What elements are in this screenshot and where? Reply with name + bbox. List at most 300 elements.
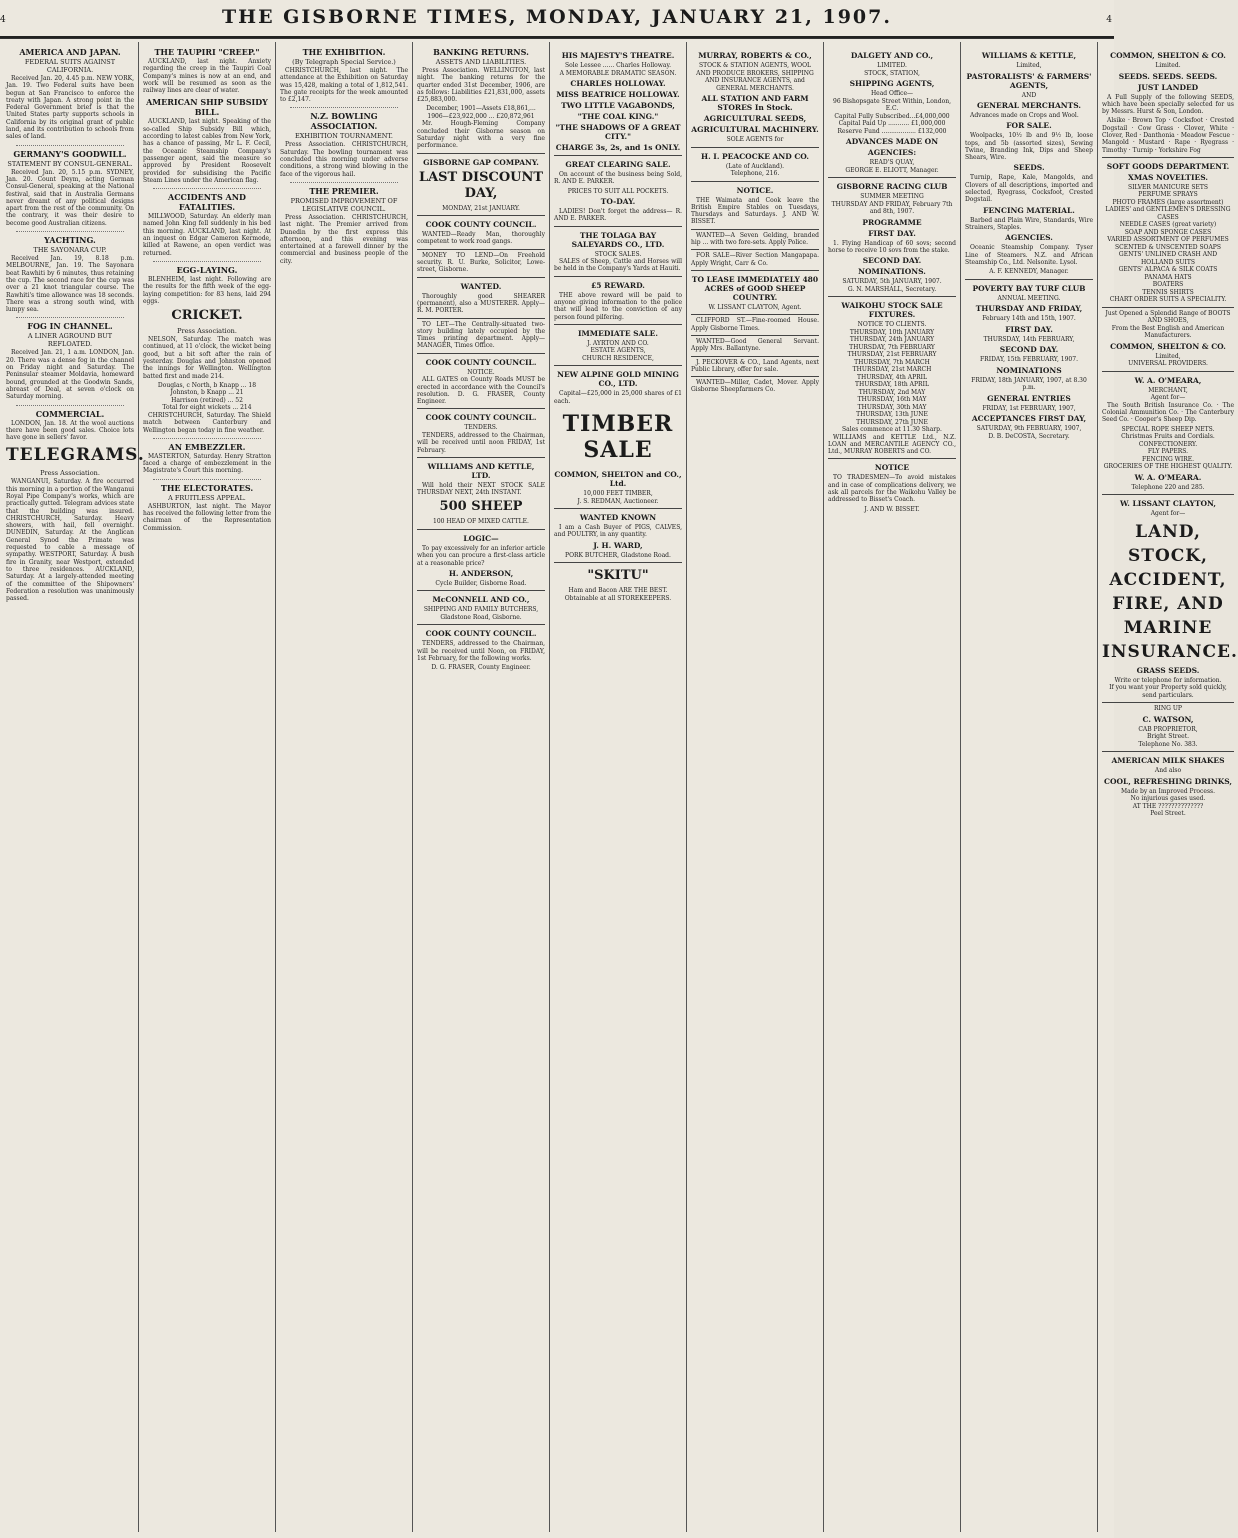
- masthead: [0, 0, 1114, 38]
- ad-subheading: SEEDS. SEEDS. SEEDS.: [1118, 71, 1218, 81]
- ad-subheading: NOMINATIONS: [996, 365, 1062, 375]
- score-line: Harrison (retired) ... 52: [171, 396, 243, 404]
- ad-subheading: ACCEPTANCES FIRST DAY,: [971, 414, 1087, 424]
- ad-text: PRICES TO SUIT ALL POCKETS.: [567, 187, 669, 195]
- ad-text: THE above reward will be paid to anyone giving information to the police that will lead to the conviction of any person found pilfering.: [554, 291, 682, 321]
- ad-text: And also: [1154, 767, 1182, 775]
- ad-text: THE Waimata and Cook leave the British Empire Stables on Tuesdays, Thursdays and Saturdays. J. AND W. BISSET.: [691, 196, 819, 226]
- headline: GERMANY'S GOODWILL.: [13, 148, 127, 159]
- ad-text: Limited.: [1155, 62, 1181, 69]
- ad-text: SUMMER MEETING: [860, 193, 924, 200]
- ad-text: WANTED—A Seven Gelding, branded hip ... with two fore-sets. Apply Police.: [691, 231, 819, 246]
- ad-text: TO LET—The Centrally-situated two-story building lately occupied by the Times printing department. Apply— MANAGER, Times Office.: [417, 320, 545, 350]
- ad-text: CLIFFORD ST.—Fine-roomed House. Apply Gisborne Times.: [691, 317, 819, 332]
- ad-text: Capital—£25,000 in 25,000 shares of £1 each.: [554, 390, 682, 405]
- ad-text: PORK BUTCHER, Gladstone Road.: [565, 551, 671, 559]
- ad-text: TO TRADESMEN—To avoid mistakes and in case of complications delivery, we ask all parcels for the Waikohu Valley be addressed to Bisset's Coach.: [828, 474, 956, 504]
- divider: [153, 187, 261, 189]
- ad-text: J. AYRTON AND CO.: [587, 339, 649, 347]
- ad-text: LIMITED.: [877, 62, 907, 69]
- ad-text: Limited,: [1016, 62, 1042, 69]
- ad-heading: COOK COUNTY COUNCIL.: [425, 220, 537, 230]
- ad-text: Ham and Bacon ARE THE BEST.: [568, 587, 668, 595]
- ad-heading: COOK COUNTY COUNCIL.: [425, 357, 537, 367]
- ad-name: W. A. O'MEARA.: [1134, 472, 1202, 482]
- ad-text: J. S. REDMAN, Auctioneer.: [577, 497, 659, 505]
- ad-heading: THE TOLAGA BAY SALEYARDS CO., LTD.: [571, 230, 665, 249]
- ad-item: CHART ORDER SUITS A SPECIALITY.: [1109, 296, 1227, 304]
- ad-display: INSURANCE.: [1102, 641, 1238, 662]
- ad-subheading: THURSDAY AND FRIDAY,: [975, 304, 1083, 314]
- score-line: Douglas, c North, b Knapp ... 18: [157, 381, 257, 389]
- sale-date: THURSDAY, 24th JANUARY: [849, 336, 935, 344]
- ad-text: WANTED—Good General Servant. Apply Mrs. Ballantyne.: [691, 337, 819, 353]
- ad-text: THURSDAY AND FRIDAY, February 7th and 8th, 1907.: [831, 200, 953, 215]
- article-text: AUCKLAND, last night. Anxiety regarding the creep in the Taupiri Coal Company's mines is now at an end, and work will be resumed as soon as the railway lines are clear of water.: [143, 58, 271, 95]
- column-3: [276, 42, 413, 1532]
- ad-text: Head Office—: [870, 90, 914, 97]
- advertisement: [965, 279, 1093, 441]
- advertisement: [417, 277, 545, 315]
- subheadline: A FRUITLESS APPEAL.: [168, 493, 246, 502]
- advertisement: [417, 590, 545, 621]
- score-line: Johnston, b Knapp ... 21: [170, 389, 244, 397]
- return-line: 1906—£23,922,000 ... £20,872,961: [427, 112, 535, 120]
- ad-subheading: SHIPPING AND FAMILY BUTCHERS,: [423, 606, 539, 614]
- headline: THE TAUPIRI "CREEP.": [154, 47, 260, 57]
- ad-text: From the Best English and American Manufacturers.: [1111, 324, 1225, 340]
- ad-heading: NEW ALPINE GOLD MINING CO., LTD.: [557, 370, 679, 389]
- sale-date: THURSDAY, 30th MAY: [857, 403, 927, 411]
- advertisement: [417, 529, 545, 587]
- ad-text: AND: [1021, 91, 1037, 99]
- ad-text: Limited,: [1155, 352, 1181, 360]
- ad-text: D. G. FRASER, County Engineer.: [431, 664, 531, 672]
- ad-text: SALES of Sheep, Cattle and Horses will be held in the Company's Yards at Hauiti.: [554, 258, 682, 273]
- ad-text: D. B. DeCOSTA, Secretary.: [988, 432, 1070, 440]
- ad-name: "THE COAL KING.": [577, 112, 659, 121]
- ad-display: ACCIDENT,: [1109, 569, 1227, 590]
- ad-subheading: NOTICE TO CLIENTS.: [857, 321, 927, 329]
- advertisement: [417, 153, 545, 213]
- ad-text: CAB PROPRIETOR,: [1138, 725, 1198, 733]
- subheadline: PROMISED IMPROVEMENT OF LEGISLATIVE COUNCIL.: [290, 196, 398, 213]
- ad-subheading: GRASS SEEDS.: [1136, 665, 1200, 675]
- ad-text: FRIDAY, 15th FEBRUARY, 1907.: [980, 356, 1078, 364]
- advertisement: [691, 376, 819, 394]
- ad-heading: DALGETY AND CO.,: [850, 51, 934, 60]
- article-text: Press Association. WELLINGTON, last night. The banking returns for the quarter ended 31st December, 1906, are as follows: Liabilities £21,831,000, assets £25,883,000.: [417, 67, 545, 104]
- ad-text: STOCK & STATION AGENTS, WOOL AND PRODUCE BROKERS, SHIPPING AND INSURANCE AGENTS, and GENERAL MERCHANTS.: [696, 62, 814, 92]
- ad-text: February 14th and 15th, 1907.: [982, 315, 1076, 323]
- ad-text: Telephone 220 and 285.: [1131, 483, 1205, 491]
- ad-subheading: NOMINATIONS.: [858, 267, 926, 277]
- ad-item: PHOTO FRAMES (large assortment): [1112, 198, 1224, 206]
- advertisement: [965, 47, 1093, 276]
- subheadline: (By Telegraph Special Service.): [292, 58, 396, 66]
- ad-heading: HIS MAJESTY'S THEATRE.: [561, 51, 675, 60]
- ad-heading: NOTICE.: [736, 185, 774, 195]
- ad-text: The South British Insurance Co. · The Colonial Ammunition Co. · The Canterbury Seed Co. · Cooper's Sheep Dip.: [1102, 401, 1234, 424]
- ad-text: CONFECTIONERY.: [1138, 440, 1198, 448]
- advertisement: [1102, 494, 1238, 699]
- ad-text: No injurious gases used.: [1130, 795, 1206, 803]
- ad-text: MONEY TO LEND—On Freehold security. R. U. Burke, Solicitor, Lowe-street, Gisborne.: [417, 251, 545, 274]
- subheadline: FEDERAL SUITS AGAINST CALIFORNIA.: [24, 58, 116, 74]
- ad-heading: COOK COUNTY COUNCIL.: [425, 629, 537, 639]
- advertisement: [691, 181, 819, 226]
- ad-text: Cycle Builder, Gisborne Road.: [435, 579, 527, 587]
- return-line: December, 1901—Assets £18,861,...: [426, 105, 536, 113]
- advertisement: [554, 155, 682, 223]
- ad-text: 1. Flying Handicap of 60 sovs; second horse to receive 10 sovs from the stake.: [828, 239, 956, 254]
- headline: BANKING RETURNS.: [433, 47, 529, 57]
- article-text: ASHBURTON, last night. The Mayor has received the following letter from the chairman of the Representation Commission.: [143, 502, 271, 532]
- ad-subheading: PASTORALISTS' & FARMERS' AGENTS,: [966, 71, 1092, 90]
- divider: [153, 478, 261, 480]
- advertisement: [1102, 47, 1234, 154]
- ad-item: VARIED ASSORTMENT OF PERFUMES: [1107, 236, 1229, 244]
- ad-item: GENTS' ALPACA & SILK COATS: [1118, 266, 1218, 274]
- ad-heading: GISBORNE GAP COMPANY.: [423, 157, 539, 167]
- advertisement: [828, 296, 956, 455]
- advertisement: [1102, 702, 1234, 748]
- ad-heading: WILLIAMS & KETTLE,: [981, 51, 1077, 60]
- advertisement: [1102, 371, 1234, 491]
- ad-text: Made by an Improved Process.: [1120, 787, 1216, 795]
- columns: [2, 42, 1238, 1532]
- ad-display: "SKITU": [587, 568, 649, 584]
- ad-subheading: TENDERS.: [464, 424, 498, 432]
- article-text: Received Jan. 20, 4.45 p.m. NEW YORK, Jan. 19. Two Federal suits have been begun at San Francisco to enforce the treaty with Japan. A strong point in the Federal Government brief is that the United States party supports schools in California by its original grant of public land, and its contribution to schools from sales of land.: [6, 75, 134, 141]
- advertisement: [554, 365, 682, 405]
- ad-text: Obtainable at all STOREKEEPERS.: [564, 594, 672, 602]
- advertisement: [417, 353, 545, 406]
- sale-date: THURSDAY, 7th MARCH: [854, 358, 930, 366]
- ad-text: WANTED—Ready Man, thoroughly competent to work road gangs.: [417, 231, 545, 246]
- ad-name: "THE SHADOWS OF A GREAT CITY.": [555, 123, 681, 141]
- ad-subheading: SEEDS.: [1013, 163, 1045, 173]
- advertisement: [417, 624, 545, 671]
- advertisement: [554, 226, 682, 273]
- ad-text: READ'S QUAY,: [869, 159, 915, 166]
- ad-text: J. PECKOVER & CO., Land Agents, next Public Library, offer for sale.: [691, 358, 819, 373]
- ad-text: Woolpacks, 10½ lb and 9½ lb, loose tops, and 5b (assorted sizes), Sewing Twine, Branding Ink, Dips and Sheep Shears, Wire.: [965, 132, 1093, 162]
- article-text: Received Jan. 20, 5.15 p.m. SYDNEY, Jan. 20. Count Deym, acting German Consul-General, speaking at the National festival, said that in Australia Germans never dreamt of any political designs apart from the rest of the community. On the contrary, it was their desire to become good Australian citizens.: [6, 168, 134, 227]
- ad-text: RING UP: [1154, 705, 1182, 713]
- divider: [153, 260, 261, 262]
- ad-text: Peel Street.: [1150, 810, 1186, 818]
- article-text: LONDON, Jan. 18. At the wool auctions there have been good sales. Choice lots have gone in sellers' favor.: [6, 419, 134, 442]
- article-text: AUCKLAND, last night. Speaking of the so-called Ship Subsidy Bill which, according to latest cables from New York, has a chance of passing, Mr L. F. Cecil, the Oceanic Steamship Company's passenger agent, said the measure so approved by President Roosevelt provided for subsidising the Pacific Steam Lines under the American flag.: [143, 118, 271, 184]
- column-5: [550, 42, 687, 1532]
- ad-name: J. H. WARD,: [593, 540, 643, 550]
- ad-item: GENTS' UNLINED CRASH AND HOLLAND SUITS: [1118, 251, 1218, 266]
- ad-item: TENNIS SHIRTS: [1142, 288, 1194, 296]
- ad-text: Will hold their NEXT STOCK SALE THURSDAY NEXT, 24th INSTANT.: [417, 481, 545, 497]
- advertisement: [554, 276, 682, 321]
- ad-heading: LOGIC—: [463, 533, 499, 543]
- advertisement: [417, 457, 545, 526]
- ad-subheading: GENERAL MERCHANTS.: [977, 101, 1081, 110]
- headline: N.Z. BOWLING ASSOCIATION.: [310, 111, 378, 132]
- ad-heading: NOTICE: [874, 463, 910, 473]
- ad-text: Thoroughly good SHEARER (permanent), also a MUSTERER. Apply— R. M. PORTER.: [417, 292, 545, 315]
- subheadline: THE SAYONARA CUP.: [33, 246, 107, 255]
- article-text: MASTERTON, Saturday. Henry Stratton faced a charge of embezzlement in the Magistrate's Court this morning.: [143, 452, 271, 475]
- advertisement: [1102, 157, 1234, 304]
- ad-item: PANAMA HATS: [1144, 273, 1192, 281]
- article-text: BLENHEIM, last night. Following are the results for the fifth week of the egg-laying competition: for 83 hens, laid 294 eggs.: [143, 275, 271, 305]
- ad-text: 100 HEAD OF MIXED CATTLE.: [433, 518, 529, 526]
- ad-heading: COOK COUNTY COUNCIL.: [425, 413, 537, 423]
- ad-text: MERCHANT,: [1148, 386, 1188, 394]
- divider: [16, 230, 124, 232]
- column-6: [687, 42, 824, 1532]
- ad-name: TO-DAY.: [600, 197, 636, 207]
- ad-heading: McCONNELL AND CO.,: [432, 595, 530, 605]
- ad-text: 96 Bishopsgate Street Within, London, E.C.: [833, 97, 951, 112]
- ad-item: BOATERS: [1152, 281, 1184, 289]
- ad-subheading: SECOND DAY.: [999, 345, 1059, 355]
- ad-text: Sole Lessee ...... Charles Holloway.: [564, 62, 672, 69]
- ad-text: FRIDAY, 18th JANUARY, 1907, at 8.30 p.m.: [971, 376, 1087, 392]
- sale-date: THURSDAY, 21st FEBRUARY: [847, 351, 937, 359]
- ad-text: STOCK, STATION,: [864, 69, 920, 77]
- headline: ACCIDENTS AND FATALITIES.: [167, 192, 246, 213]
- column-4: [413, 42, 550, 1532]
- subheadline: STATEMENT BY CONSUL-GENERAL.: [7, 159, 133, 168]
- ad-item: PERFUME SPRAYS: [1138, 191, 1198, 199]
- ad-subheading: AGRICULTURAL MACHINERY.: [691, 125, 819, 134]
- ad-heading: GISBORNE RACING CLUB: [836, 182, 948, 191]
- ad-heading: TO LEASE IMMEDIATELY 480 ACRES of GOOD SHEEP COUNTRY.: [691, 274, 819, 302]
- column-2: [139, 42, 276, 1532]
- ad-text: SPECIAL ROPE SHEEP NETS.: [1121, 425, 1215, 433]
- ad-text: Alsike · Brown Top · Cocksfoot · Crested Dogstail · Cow Grass · Clover, White · Clover, Red · Danthonia · Meadow Fescue · Mangold · Mustard · Rape · Ryegrass · Timothy · Turnip · Yorkshire Fog: [1102, 117, 1234, 154]
- article-text: WANGANUI, Saturday. A fire occurred this morning in a portion of the Wanganui Royal Pipe Company's works, which are practically gutted. Telegram advices state that the building was insured. CHRISTCHURCH, Saturday. Heavy showers, with hail, fell overnight. DUNEDIN, Saturday. At the Anglican General Synod the Primate was requested to cable a message of sympathy. WESTPORT, Saturday. A bush fire in Granity, near Westport, extended to three residences. AUCKLAND, Saturday. At a largely-attended meeting of the committee of the Shipowners' Federation a resolution was unanimously passed.: [6, 478, 134, 603]
- article-text: Received Jan. 21, 1 a.m. LONDON, Jan. 20. There was a dense fog in the channel on Friday night and Saturday. The Peninsular steamer Moldavia, homeward bound, grounded at the Goodwin Sands, abreast of Deal, at seven o'clock on Saturday morning.: [6, 349, 134, 401]
- ad-text: UNIVERSAL PROVIDERS.: [1128, 360, 1208, 368]
- ad-text: Barbed and Plain Wire, Standards, Wire Strainers, Staples.: [965, 216, 1093, 231]
- ad-display: MARINE: [1123, 617, 1213, 638]
- advertisement: [417, 249, 545, 274]
- article-text: Received Jan. 19, 8.18 p.m. MELBOURNE, Jan. 19. The Sayonara beat Rawhiti by 6 minutes, thus retaining the cup. The second race for the cup was over a 21 knot triangular course. The Rawhiti's time allowance was 18 seconds. There was a strong south wind, with lumpy sea.: [6, 255, 134, 314]
- ad-text: A. F. KENNEDY, Manager.: [989, 268, 1069, 276]
- headline: THE EXHIBITION.: [302, 47, 386, 57]
- ad-text: If you want your Property sold quickly, send particulars.: [1109, 684, 1227, 699]
- subheadline: A LINER AGROUND BUT REFLOATED.: [27, 332, 113, 349]
- headline: AMERICA AND JAPAN.: [19, 47, 121, 57]
- headline: AMERICAN SHIP SUBSIDY BILL.: [146, 97, 268, 118]
- ad-subheading: AGENCIES:: [867, 148, 917, 157]
- score-total: Total for eight wickets ... 214: [162, 404, 252, 412]
- ad-subheading: ANNUAL MEETING.: [997, 294, 1061, 302]
- ad-text: 10,000 FEET TIMBER,: [583, 490, 653, 498]
- ad-text: Bright Street.: [1146, 733, 1190, 741]
- ad-text: Gladstone Road, Gisborne.: [440, 613, 522, 621]
- advertisement: [828, 458, 956, 513]
- divider: [16, 404, 124, 406]
- advertisement: [554, 508, 682, 559]
- column-1: [2, 42, 145, 1532]
- ad-text: GROCERIES OF THE HIGHEST QUALITY.: [1103, 463, 1233, 471]
- ad-text: On account of the business being Sold, R. AND E. PARKER.: [554, 171, 682, 186]
- ad-text: Agent for—: [1150, 510, 1186, 518]
- newspaper-title: THE GISBORNE TIMES, MONDAY, JANUARY 21, 1907.: [222, 6, 892, 28]
- ad-subheading: GENERAL ENTRIES: [987, 393, 1071, 403]
- ad-heading: COMMON, SHELTON & CO.: [1110, 51, 1226, 60]
- ad-subheading: AGRICULTURAL SEEDS,: [703, 114, 807, 123]
- ad-text: FLY PAPERS.: [1147, 448, 1189, 456]
- ad-item: NEEDLE CASES (great variety): [1119, 221, 1217, 229]
- advertisement: [691, 314, 819, 332]
- headline: COMMERCIAL.: [35, 408, 105, 419]
- ad-name: H. ANDERSON,: [448, 568, 514, 578]
- ad-name: CHARLES HOLLOWAY.: [570, 79, 666, 88]
- ad-text: WANTED—Miller, Cadet, Mover. Apply Gisborne Sheepfarmers Co.: [691, 379, 819, 394]
- page-number-right: 4: [1106, 15, 1112, 25]
- ad-text: A Full Supply of the following SEEDS, which have been specially selected for us by Messrs. Hurst & Son, London.: [1102, 93, 1234, 116]
- advertisement: [828, 177, 956, 293]
- ad-text: SOLE AGENTS for: [726, 136, 784, 143]
- ad-item: LADIES' and GENTLEMEN'S DRESSING CASES: [1105, 206, 1231, 221]
- ad-text: (Late of Auckland).: [725, 162, 785, 170]
- sale-date: THURSDAY, 4th APRIL: [856, 373, 928, 381]
- divider: [290, 181, 398, 183]
- advertisement: [554, 324, 682, 363]
- ad-item: SILVER MANICURE SETS: [1127, 183, 1209, 191]
- ad-text: AT THE ??????????????: [1132, 802, 1204, 810]
- ad-text: Capital Fully Subscribed...£4,000,000: [834, 112, 950, 120]
- ad-heading: GREAT CLEARING SALE.: [565, 160, 671, 169]
- headline: FOG IN CHANNEL.: [27, 321, 113, 332]
- ad-text: W. LISSANT CLAYTON, Agent.: [708, 303, 802, 311]
- ad-text: THURSDAY, 14th FEBRUARY,: [983, 335, 1075, 343]
- sale-date: THURSDAY, 21st MARCH: [852, 366, 932, 374]
- ad-text: SATURDAY, 9th FEBRUARY, 1907,: [976, 425, 1082, 433]
- ad-name: MISS BEATRICE HOLLOWAY.: [556, 90, 680, 99]
- ad-text: Telephone No. 383.: [1138, 740, 1198, 748]
- ad-heading: COMMON, SHELTON & CO.: [1110, 341, 1226, 351]
- ad-heading: AMERICAN MILK SHAKES: [1111, 756, 1225, 766]
- column-8: [961, 42, 1098, 1532]
- article-text: MILLWOOD, Saturday. An elderly man named John King fell suddenly in his bed this morning. AUCKLAND, last night. At an inquest on Edgar Cameron Kermode, killed at Rawene, an open verdict was returned.: [143, 213, 271, 257]
- ad-display: 500 SHEEP: [439, 499, 523, 515]
- article-text: CHRISTCHURCH, Saturday. The Shield match between Canterbury and Wellington began today in fine weather.: [143, 411, 271, 434]
- ad-text: CHURCH RESIDENCE,: [582, 354, 654, 362]
- ad-heading: £5 REWARD.: [591, 280, 645, 290]
- section-heading-cricket: CRICKET.: [171, 308, 243, 324]
- ad-display: FIRE, AND: [1112, 593, 1224, 614]
- advertisement: [828, 47, 956, 174]
- advertisement: [691, 335, 819, 353]
- advertisement: [1102, 751, 1234, 818]
- advertisement: [1102, 307, 1234, 368]
- ad-subheading: FENCING MATERIAL.: [983, 205, 1075, 215]
- ad-heading: WILLIAMS AND KETTLE, LTD.: [427, 461, 535, 480]
- column-7: [824, 42, 961, 1532]
- ad-text: GEORGE E. ELIOTT, Manager.: [845, 166, 939, 174]
- ad-heading: W. A. O'MEARA,: [1134, 375, 1202, 385]
- ad-heading: SOFT GOODS DEPARTMENT.: [1106, 161, 1230, 171]
- ad-name: CHARGE 3s, 2s, and 1s ONLY.: [555, 143, 681, 152]
- advertisement: [691, 147, 819, 178]
- ad-text: J. AND W. BISSET.: [864, 505, 920, 513]
- ad-text: Write or telephone for information.: [1114, 676, 1222, 684]
- ad-text: ALL GATES on County Roads MUST be erected in accordance with the Council's resolution. D. G. FRASER, County Engineer.: [417, 376, 545, 406]
- ad-subheading: SHIPPING AGENTS,: [849, 79, 935, 88]
- article-text: NELSON, Saturday. The match was continued, at 11 o'clock, the wicket being good, but a bit soft after the rain of yesterday. Douglas and Johnston opened the innings for Wellington. Wellington batted first and made 214.: [143, 336, 271, 380]
- ad-heading: H. I. PEACOCKE AND CO.: [701, 151, 809, 161]
- ad-display: LAND,: [1135, 521, 1201, 542]
- ad-text: WILLIAMS and KETTLE Ltd., N.Z. LOAN and MERCANTILE AGENCY CO., Ltd., MURRAY ROBERTS and CO.: [828, 433, 956, 456]
- ad-text: FENCING WIRE.: [1141, 455, 1195, 463]
- ad-heading: IMMEDIATE SALE.: [578, 328, 658, 338]
- advertisement: [554, 466, 682, 505]
- sale-date: THURSDAY, 27th JUNE: [856, 418, 928, 426]
- advertisement: [417, 215, 545, 246]
- ad-text: MONDAY, 21st JANUARY.: [442, 204, 520, 212]
- sale-date: THURSDAY, 10th JANUARY: [849, 328, 935, 336]
- advertisement: [691, 47, 819, 144]
- sale-date: THURSDAY, 18th APRIL: [855, 381, 929, 389]
- headline: THE PREMIER.: [309, 185, 379, 196]
- advertisement: [691, 249, 819, 267]
- ad-display-timber-sale: TIMBER SALE: [562, 411, 674, 464]
- subheadline: EXHIBITION TOURNAMENT.: [295, 132, 393, 141]
- ad-text: Christmas Fruits and Cordials.: [1121, 433, 1215, 441]
- divider: [153, 437, 261, 439]
- sale-date: THURSDAY, 2nd MAY: [858, 388, 926, 396]
- ad-heading: COMMON, SHELTON and CO., Ltd.: [554, 470, 682, 489]
- ad-item: SCENTED & UNSCENTED SOAPS: [1115, 243, 1221, 251]
- ad-text: G. N. MARSHALL, Secretary.: [847, 285, 937, 293]
- ad-subheading: FIRST DAY.: [1005, 324, 1053, 334]
- ad-text: TENDERS, addressed to the Chairman, will be received until Noon, on FRIDAY, 1st February, for the following works.: [417, 640, 545, 662]
- ad-text: ESTATE AGENTS,: [590, 347, 646, 355]
- ad-text: Just Opened a Splendid Range of BOOTS AND SHOES,: [1105, 309, 1231, 325]
- article-text: Press Association. CHRISTCHURCH, last night. The Premier arrived from Dunedin by the first express this afternoon, and this evening was entertained at a farewell dinner by the commercial and business people of the city.: [280, 213, 408, 265]
- ad-text: Turnip, Rape, Kale, Mangolds, and Clovers of all descriptions, imported and selected, Ryegrass, Cocksfoot, Crested Dogstail.: [965, 174, 1093, 204]
- ad-text: Sales commence at 11.30 Sharp.: [842, 426, 942, 434]
- subheadline: Press Association.: [177, 327, 237, 336]
- ad-text: TENDERS, addressed to the Chairman, will be received until noon FRIDAY, 1st February.: [417, 431, 545, 454]
- ad-heading: WANTED KNOWN: [579, 513, 657, 523]
- masthead-rule: [0, 38, 1114, 39]
- ad-subheading: STOCK SALES.: [594, 250, 642, 258]
- sale-date: THURSDAY, 13th JUNE: [856, 411, 928, 419]
- headline: YACHTING.: [44, 235, 96, 246]
- ad-heading: WAIKOHU STOCK SALE FIXTURES.: [841, 301, 943, 320]
- ad-subheading: ALL STATION AND FARM STORES In Stock.: [701, 94, 809, 112]
- ad-subheading: JUST LANDED: [1137, 82, 1199, 92]
- headline: AN EMBEZZLER.: [168, 441, 246, 452]
- ad-display: LAST DISCOUNT DAY,: [418, 169, 544, 201]
- ad-text: Agent for—: [1150, 394, 1186, 402]
- advertisement: [554, 562, 682, 602]
- ad-heading: W. LISSANT CLAYTON,: [1120, 499, 1216, 509]
- ad-subheading: SECOND DAY.: [862, 256, 922, 266]
- ad-text: A MEMORABLE DRAMATIC SEASON.: [559, 69, 677, 77]
- ad-subheading: FIRST DAY.: [868, 228, 916, 238]
- divider: [16, 316, 124, 318]
- page-number-left: 4: [0, 15, 6, 25]
- column-9: [1098, 42, 1238, 1532]
- ad-subheading: NOTICE.: [467, 368, 495, 376]
- ad-text: Telephone, 216.: [730, 170, 780, 177]
- ad-text: LADIES! Don't forget the address— R. AND E. PARKER.: [554, 208, 682, 223]
